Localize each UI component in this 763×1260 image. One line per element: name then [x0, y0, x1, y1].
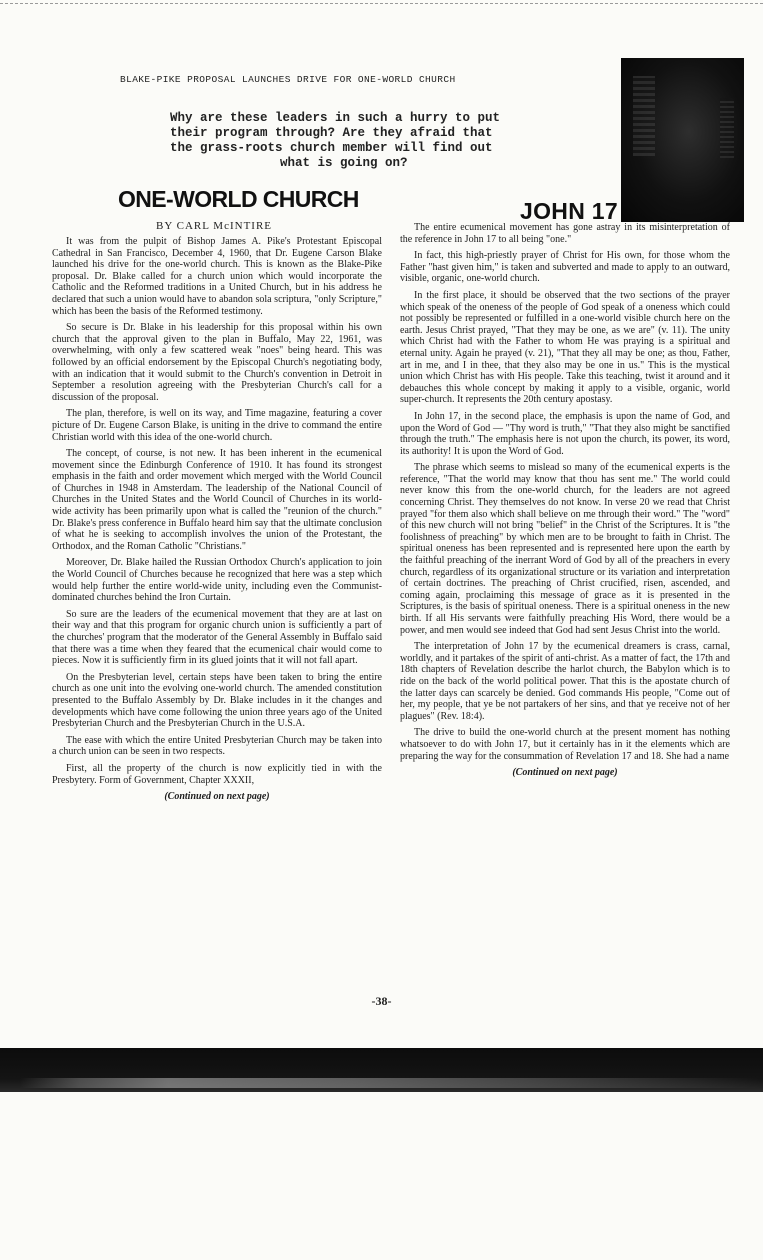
- paragraph: In the first place, it should be observed that the two sections of the prayer which speak of the oneness of the people of God speak of a oneness which could not possibly be represented or fulfilled in a one-world visible church here on the earth. Jesus Christ prayed, "That they may be one, as we are" (v. 11). The unity which Christ had with the Father to whom He was praying is a spiritual and eternal unity. Again he prayed (v. 21), "That they all may be one; as thou, Father, art in me, and I in thee, that they also may be one in us." This is the mystical union which Christ has with His people. Take this teaching, twist it around and it debauches this whole concept by making it apply to a visible, organic, world super-church. It represents the 20th century apostasy.: [400, 289, 730, 406]
- paragraph: Moreover, Dr. Blake hailed the Russian Orthodox Church's application to join the World Council of Churches because he recognized that here was a step which would help further the entire world-wide unity, including even the Communist-dominated churches behind the Iron Curtain.: [52, 557, 382, 604]
- paragraph: So secure is Dr. Blake in his leadership for this proposal within his own church that the approval given to the plan in Buffalo, May 22, 1961, was overwhelming, with only a few scattered weak "noes" being heard. This was followed by an official endorsement by the Episcopal Church's negotiating body, with an indication that it would submit to the Church's convention in Detroit in September a resolution agreeing with the Presbyterian Church's call for a discussion of the proposal.: [52, 322, 382, 403]
- right-column: [400, 222, 730, 784]
- paragraph: In John 17, in the second place, the emphasis is upon the name of God, and upon the Word of God — "Thy word is truth," "That they also might be sanctified through the truth." The emphasis here is not upon the church, its power, its word, its authority! It is upon the Word of God.: [400, 410, 730, 457]
- author-photo: [621, 58, 744, 222]
- paragraph: So sure are the leaders of the ecumenical movement that they are at last on their way and that this program for organic church union is sufficiently a part of the churches' program that the moderator of the General Assembly in Buffalo said that there was a time when they feared that the ecumenical chair would come to pieces. Now it is sufficiently firm in its glued joints that it will not fall apart.: [52, 608, 382, 667]
- paragraph: It was from the pulpit of Bishop James A. Pike's Protestant Episcopal Cathedral in San Francisco, December 4, 1960, that Dr. Eugene Carson Blake launched his drive for the one-world church. This is known as the Blake-Pike proposal. Dr. Blake called for a church union which would incorporate the Catholic and the Reformed traditions in a United Church, but in his address he declared that such a union would have to abandon sola scriptura, "only Scripture," which has been the basis of the Reformed testimony.: [52, 236, 382, 317]
- intro-line: the grass-roots church member will find out: [170, 141, 493, 155]
- intro-line: what is going on?: [280, 156, 408, 170]
- scan-edge-band: [0, 1048, 763, 1092]
- byline: BY CARL McINTIRE: [156, 220, 273, 232]
- paragraph: On the Presbyterian level, certain steps have been taken to bring the entire church as one unit into the evolving one-world church. The amended constitution presented to the Buffalo Assembly by Dr. Blake includes in it the changes and developments which have come following the union three years ago of the United Presbyterian Church and the Presbyterian Church in the U.S.A.: [52, 671, 382, 730]
- article-title-left: ONE-WORLD CHURCH: [118, 186, 359, 212]
- top-border-line: [0, 3, 763, 4]
- paragraph: The ease with which the entire United Presbyterian Church may be taken into a church union can be seen in two respects.: [52, 734, 382, 758]
- photo-texture: [720, 98, 734, 158]
- intro-line: Why are these leaders in such a hurry to put: [170, 111, 501, 125]
- page-number: -38-: [371, 994, 392, 1008]
- paragraph: The phrase which seems to mislead so many of the ecumenical experts is the reference, "That the world may know that thou has sent me." The world could never know this from the one-world church, for the leaders are not agreed concerning Christ. They themselves do not know. In verse 20 we read that Christ prayed "for them also which shall believe on me through their word." The "word" of this new church will not bring "belief" in the Christ of the Scriptures. It is "the foolishness of preaching" by which men are to be brought to faith in Christ. The spiritual oneness has been represented and is represented here upon the earth by the faithful preaching of the inerrant Word of God by all of the preachers in every church, regardless of its organizational structure or its variation and interpretation of certain doctrines. The preaching of Christ crucified, risen, ascended, and coming again, proclaiming this message of grace as it is presented in the Scriptures, is the basis of spiritual oneness. There is a spiritual oneness in the new birth. If all His servants were faithfully preaching His Word, there would be a power, and men would see indeed that God had sent Jesus Christ into the world.: [400, 462, 730, 636]
- scan-edge-gap: [20, 1078, 760, 1088]
- intro-question: [170, 111, 550, 171]
- paragraph: The interpretation of John 17 by the ecumenical dreamers is crass, carnal, worldly, and it partakes of the spirit of anti-christ. As a matter of fact, the 17th and 18th chapters of Revelation describe the harlot church, the Babylon which is to ride on the back of the world political power. That this is the apostate church of the latter days can scarcely be denied. God commands His people, "Come out of her, my people, that ye be not partakers of her sins, and that ye receive not of her plagues" (Rev. 18:4).: [400, 641, 730, 722]
- intro-line: their program through? Are they afraid that: [170, 126, 493, 140]
- paragraph: The plan, therefore, is well on its way, and Time magazine, featuring a cover picture of Dr. Eugene Carson Blake, is uniting in the drive to command the entire Christian world with this idea of the one-world church.: [52, 408, 382, 443]
- paragraph: The entire ecumenical movement has gone astray in its misinterpretation of the reference in John 17 to all being "one.": [400, 222, 730, 245]
- photo-texture: [633, 76, 655, 156]
- page-heading: BLAKE-PIKE PROPOSAL LAUNCHES DRIVE FOR ONE-WORLD CHURCH: [120, 74, 456, 85]
- paragraph: The concept, of course, is not new. It has been inherent in the ecumenical movement since the Edinburgh Conference of 1910. It has found its strongest emphasis in the faith and order movement which merged with the World Council of Churches in 1948 in Amsterdam. The leadership of the National Council of Churches in the United States and the World Council of Churches in its world-wide activity has been primarily upon what is called the "reunion of the church." Dr. Blake's press conference in Buffalo heard him say that the ultimate conclusion of what he is seeking to accomplish involves the union of the Protestant, the Orthodox, and the Roman Catholic "Christians.": [52, 448, 382, 552]
- continued-note: (Continued on next page): [164, 791, 270, 803]
- continued-note: (Continued on next page): [512, 767, 618, 779]
- article-title-right: JOHN 17: [520, 198, 618, 224]
- paragraph: The drive to build the one-world church at the present moment has nothing whatsoever to do with John 17, but it certainly has in it the elements which are preparing the way for the consummation of Revelation 17 and 18. She had a name: [400, 727, 730, 762]
- left-column: [52, 236, 382, 808]
- paragraph: First, all the property of the church is now explicitly tied in with the Presbytery. Form of Government, Chapter XXXII,: [52, 762, 382, 786]
- paragraph: In fact, this high-priestly prayer of Christ for His own, for those whom the Father "hast given him," is taken and subverted and made to apply to an outward, visible, organic, one-world church.: [400, 250, 730, 285]
